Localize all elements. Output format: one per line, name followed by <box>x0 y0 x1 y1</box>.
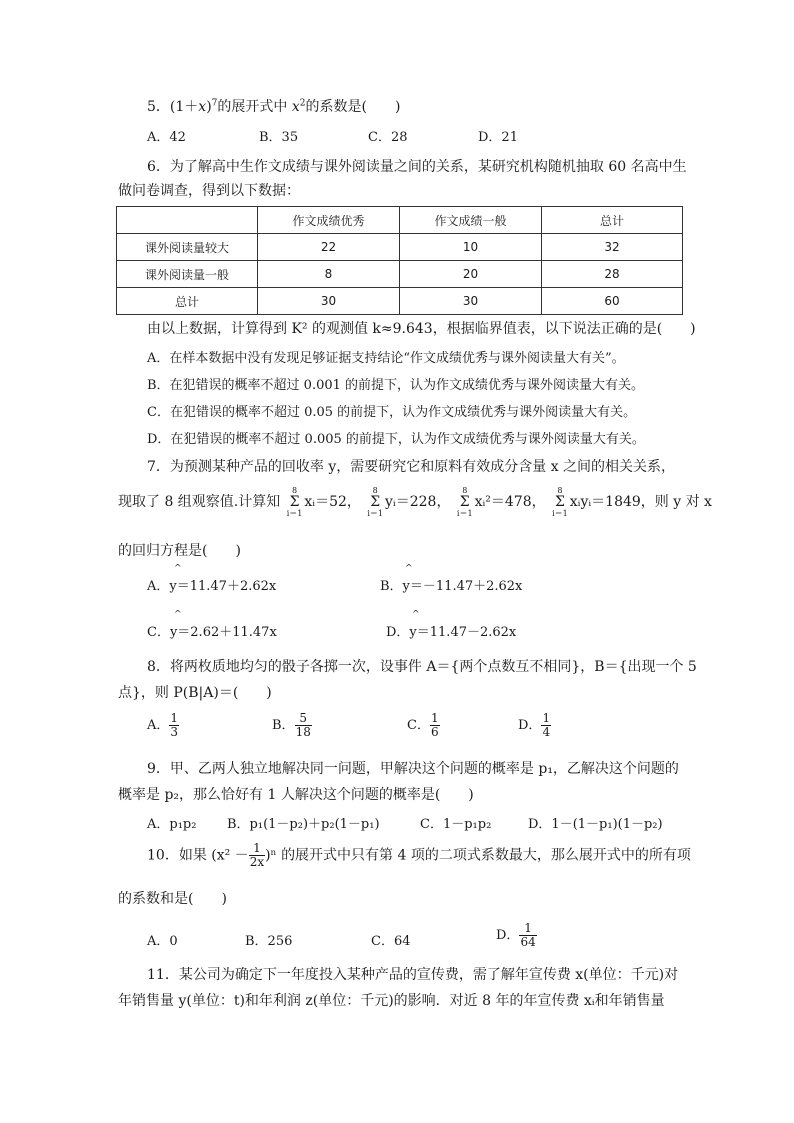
table-cell: 32 <box>542 234 683 261</box>
q10-stem-line1: 10．如果 (x² － $\frac{1}{2x}$ )ⁿ 的展开式中只有第 4 项的二项式系数最大，那么展开式中的所有项 <box>147 841 691 869</box>
q10-option-b: B．256 <box>245 934 293 949</box>
table-cell: 20 <box>400 261 542 288</box>
fraction: $\frac{1}{2x}$ <box>249 841 265 869</box>
q11-stem-line2: 年销售量 y(单位：t)和年利润 z(单位：千元)的影响．对近 8 年的年宣传费 xᵢ和年销售量 <box>118 993 665 1009</box>
q8-option-c: C． $\frac{1}{6}$ <box>407 711 439 739</box>
table-row <box>117 261 683 288</box>
q6-option-c: C．在犯错误的概率不超过 0.05 的前提下，认为作文成绩优秀与课外阅读量大有关。 <box>147 405 637 420</box>
hat-mark: ^ <box>412 610 420 620</box>
summation-symbol: 8 Σ i＝1 <box>552 486 568 518</box>
q5-option-d: D．21 <box>478 130 518 145</box>
table-cell: 10 <box>400 234 542 261</box>
summation-symbol: 8 Σ i＝1 <box>456 486 473 518</box>
table-cell: 课外阅读量较大 <box>117 234 258 261</box>
table-cell: 30 <box>400 288 542 315</box>
table-cell <box>117 207 258 234</box>
q8-stem-line2: 点}，则 P(B|A)＝( ) <box>118 685 272 701</box>
summation-symbol: 8 Σ i＝1 <box>367 486 384 518</box>
q7-option-a: A．y＝11.47＋2.62x <box>147 579 277 594</box>
fraction: $\frac{1}{64}$ <box>520 921 536 949</box>
q9-option-a: A．p₁p₂ <box>147 817 197 832</box>
fraction: $\frac{1}{4}$ <box>542 711 551 739</box>
table-cell: 总计 <box>117 288 258 315</box>
fraction: $\frac{5}{18}$ <box>295 711 311 739</box>
table-row <box>117 288 683 315</box>
q5-option-c: C．28 <box>368 130 408 145</box>
fraction: $\frac{1}{6}$ <box>430 711 439 739</box>
q9-option-c: C．1－p₁p₂ <box>420 817 492 832</box>
q9-stem-line1: 9．甲、乙两人独立地解决同一问题，甲解决这个问题的概率是 p₁，乙解决这个问题的 <box>147 761 679 777</box>
q10-option-d: D． $\frac{1}{64}$ <box>496 921 536 949</box>
q9-stem-line2: 概率是 p₂，那么恰好有 1 人解决这个问题的概率是( ) <box>118 787 474 803</box>
hat-mark: ^ <box>405 564 413 574</box>
q5-option-b: B．35 <box>259 130 299 145</box>
table-cell: 8 <box>258 261 400 288</box>
q5-stem: 5．$(1+x)^7$的展开式中 $x^2$的系数是( ) <box>147 98 401 115</box>
q8-option-d: D． $\frac{1}{4}$ <box>518 711 551 739</box>
q10-stem-line2: 的系数和是( ) <box>118 891 227 907</box>
contingency-table <box>116 206 683 315</box>
q6-option-b: B．在犯错误的概率不超过 0.001 的前提下，认为作文成绩优秀与课外阅读量大有关。 <box>147 378 645 393</box>
q8-option-a: A． $\frac{1}{3}$ <box>147 711 179 739</box>
q6-option-a: A．在样本数据中没有发现足够证据支持结论“作文成绩优秀与课外阅读量大有关”。 <box>147 351 625 366</box>
q9-option-d: D．1－(1－p₁)(1－p₂) <box>528 817 663 832</box>
q11-stem-line1: 11．某公司为确定下一年度投入某种产品的宣传费，需了解年宣传费 x(单位：千元)对 <box>147 967 679 983</box>
q7-option-b: B．y＝－11.47＋2.62x <box>380 579 523 594</box>
q6-stem-line2: 做问卷调查，得到以下数据： <box>118 183 300 199</box>
table-header-row <box>117 207 683 234</box>
table-header: 作文成绩优秀 <box>258 207 400 234</box>
table-cell: 课外阅读量一般 <box>117 261 258 288</box>
q10-option-a: A．0 <box>147 934 178 949</box>
table-header: 作文成绩一般 <box>400 207 542 234</box>
q7-stem-line1: 7．为预测某种产品的回收率 y，需要研究它和原料有效成分含量 x 之间的相关关系， <box>147 459 676 475</box>
q7-option-d: D．y＝11.47－2.62x <box>386 625 517 640</box>
q6-after-table: 由以上数据，计算得到 K² 的观测值 k≈9.643，根据临界值表，以下说法正确的是( ) <box>147 321 696 337</box>
q6-stem-line1: 6．为了解高中生作文成绩与课外阅读量之间的关系，某研究机构随机抽取 60 名高中生 <box>147 159 687 175</box>
q5-option-a: A．42 <box>147 130 186 145</box>
q6-option-d: D．在犯错误的概率不超过 0.005 的前提下，认为作文成绩优秀与课外阅读量大有关。 <box>147 432 645 447</box>
q7-stem-line3: 的回归方程是( ) <box>118 543 241 559</box>
q10-option-c: C．64 <box>371 934 411 949</box>
q8-stem-line1: 8．将两枚质地均匀的骰子各掷一次，设事件 A＝{两个点数互不相同}，B＝{出现一个 5 <box>147 659 697 675</box>
hat-mark: ^ <box>174 564 182 574</box>
q9-option-b: B．p₁(1－p₂)＋p₂(1－p₁) <box>227 817 380 832</box>
q7-option-c: C．y＝2.62＋11.47x <box>147 625 277 640</box>
table-row <box>117 234 683 261</box>
table-cell: 22 <box>258 234 400 261</box>
summation-symbol: 8 Σ i＝1 <box>286 486 303 518</box>
table-cell: 28 <box>542 261 683 288</box>
table-header: 总计 <box>542 207 683 234</box>
table-cell: 30 <box>258 288 400 315</box>
table-cell: 60 <box>542 288 683 315</box>
q7-stem-line2: 现取了 8 组观察值.计算知 8 Σ i＝1xᵢ＝52， 8 Σ i＝1yᵢ＝228， 8 Σ i＝1xᵢ²＝478， 8 Σ i＝1xᵢyᵢ＝1849，则 y 对 x <box>118 486 712 518</box>
fraction: $\frac{1}{3}$ <box>170 711 179 739</box>
q8-option-b: B． $\frac{5}{18}$ <box>272 711 311 739</box>
hat-mark: ^ <box>174 610 182 620</box>
